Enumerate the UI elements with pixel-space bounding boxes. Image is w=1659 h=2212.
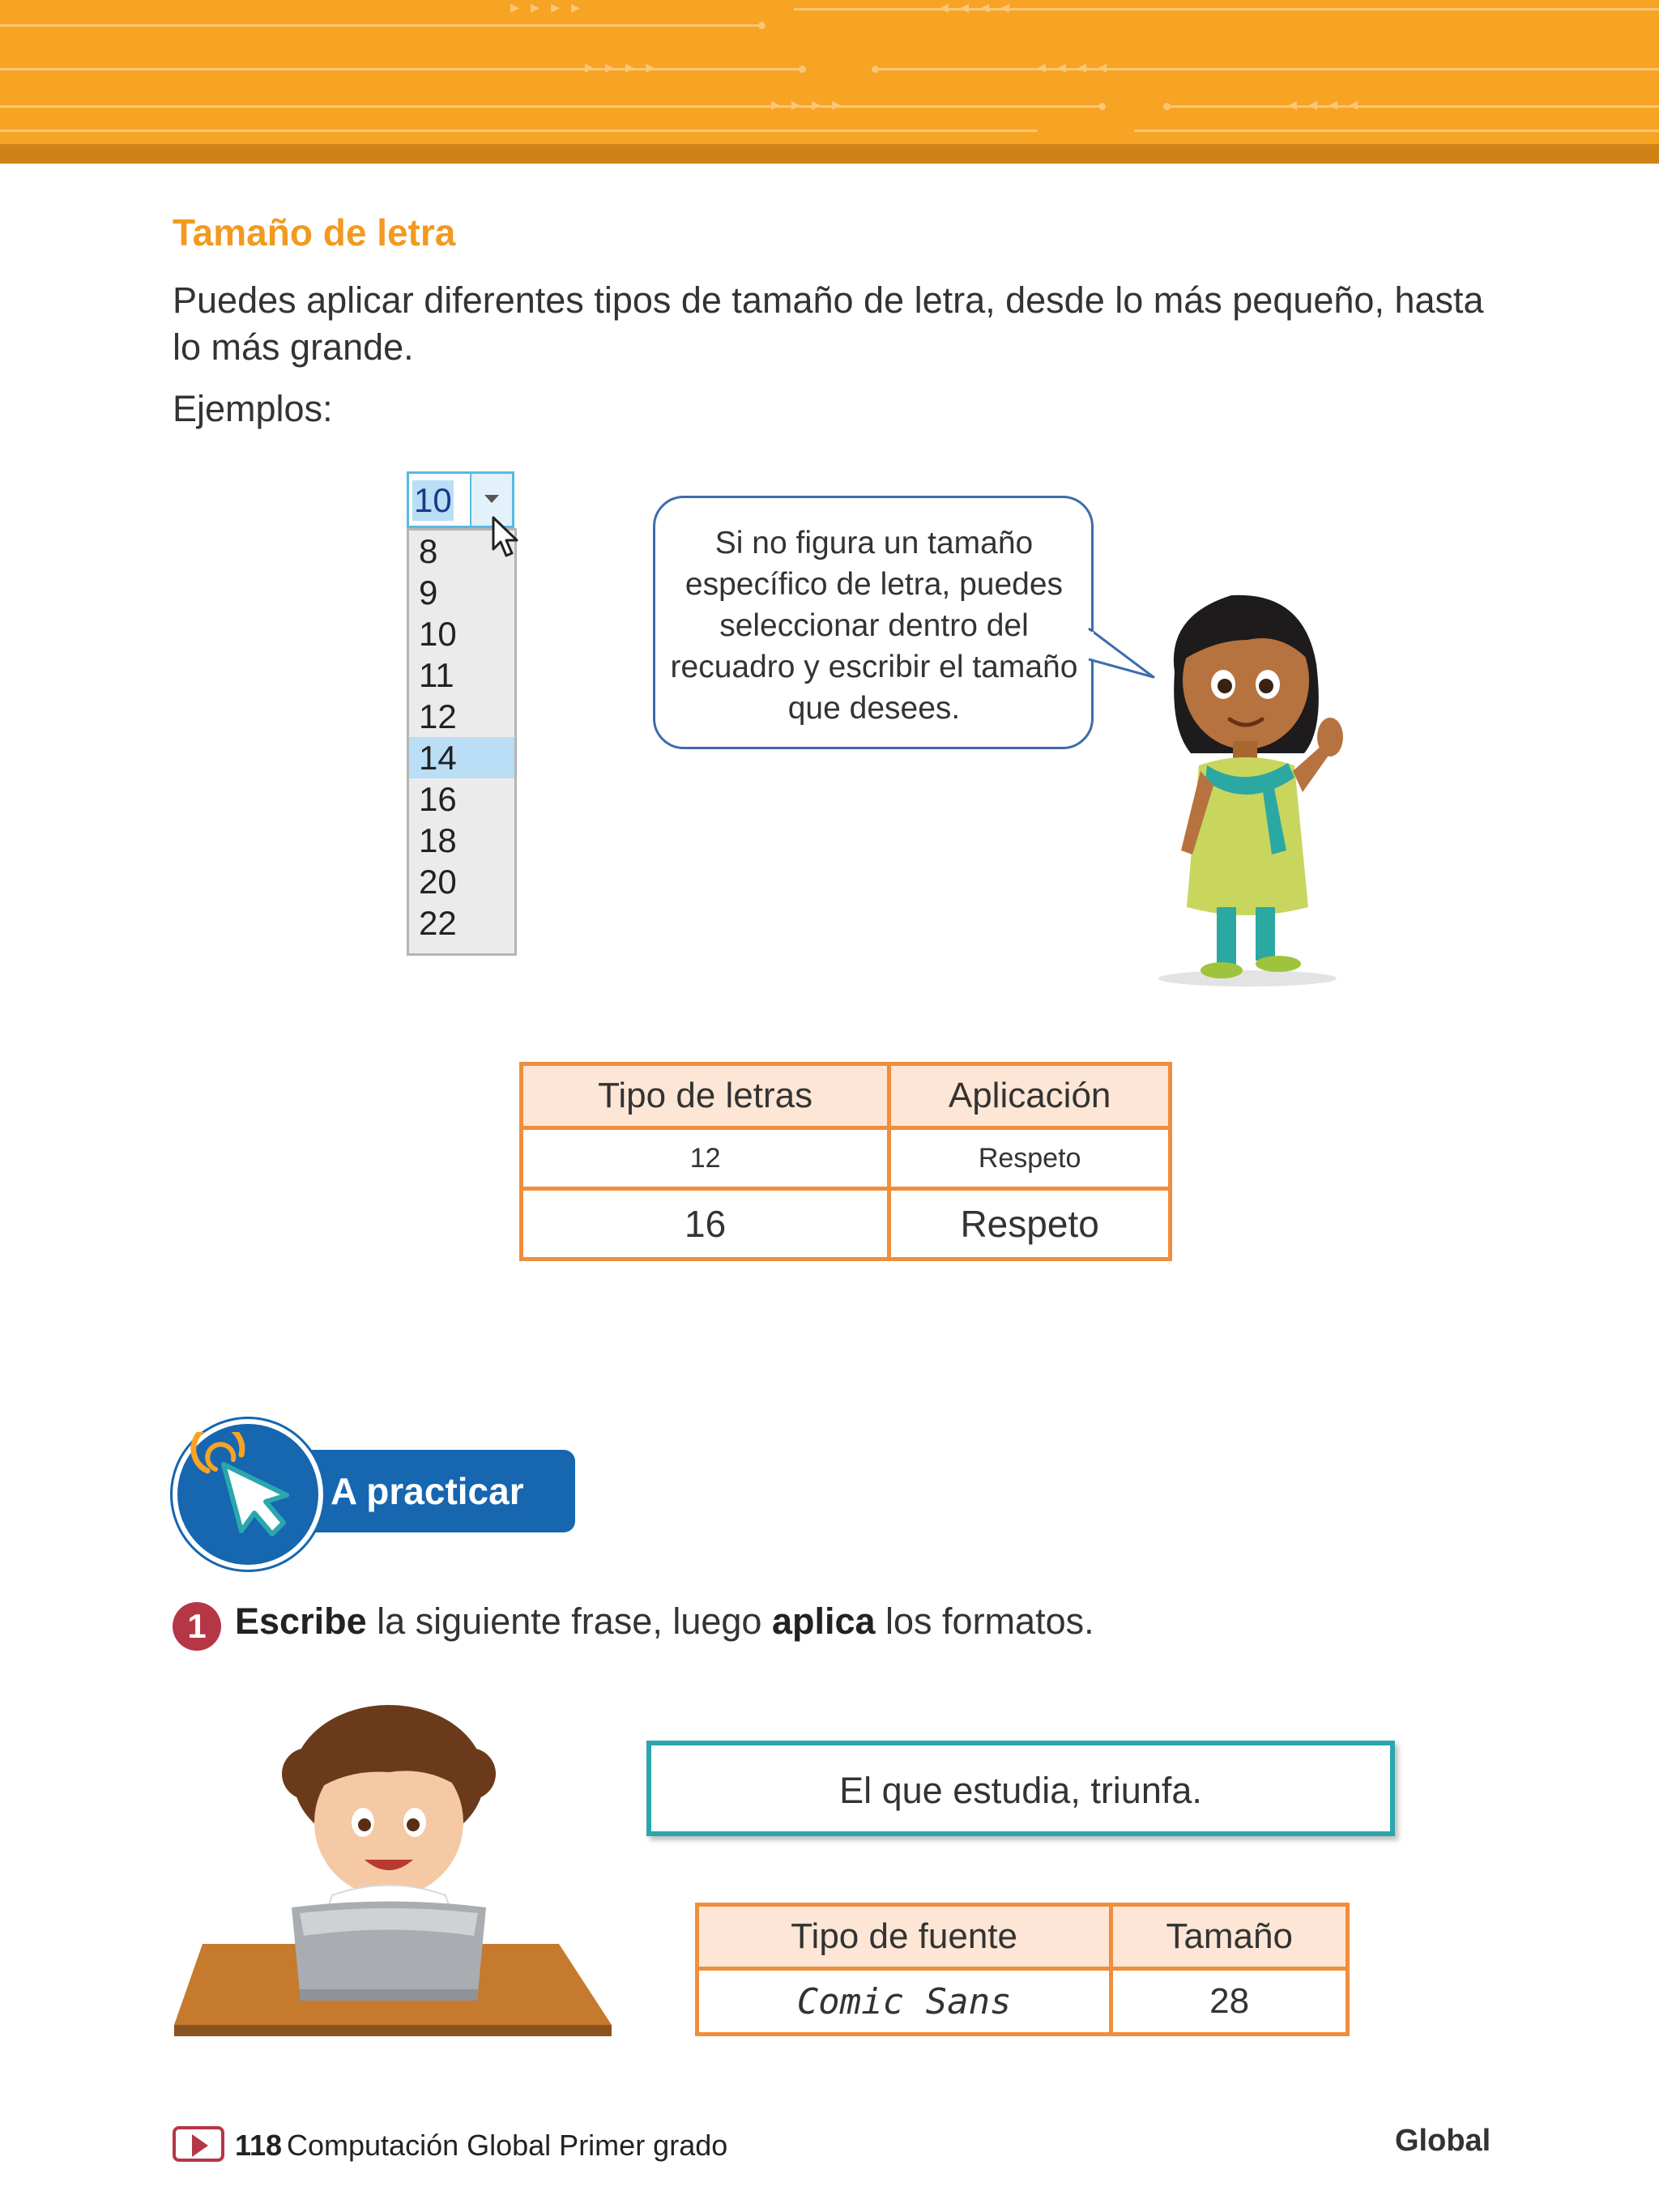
table-cell: 12 bbox=[522, 1128, 889, 1189]
header-line bbox=[794, 8, 1659, 11]
examples-label: Ejemplos: bbox=[173, 388, 333, 429]
brand-name: Global bbox=[1395, 2124, 1491, 2158]
girl-waving-illustration bbox=[1142, 583, 1353, 988]
practice-badge bbox=[284, 1450, 575, 1532]
format-table bbox=[695, 1903, 1350, 2036]
header-dot bbox=[799, 66, 806, 73]
table-cell: Respeto bbox=[889, 1128, 1171, 1189]
header-dot bbox=[872, 66, 879, 73]
book-title: Computación Global Primer grado bbox=[287, 2129, 728, 2162]
intro-paragraph: Puedes aplicar diferentes tipos de tamaño de letra, desde lo más pequeño, hasta lo más grande. bbox=[173, 279, 1484, 368]
header-line bbox=[0, 24, 761, 27]
header-line bbox=[1134, 130, 1659, 132]
exercise-instruction bbox=[235, 1600, 1094, 1643]
dropdown-option[interactable]: 22 bbox=[419, 904, 457, 942]
table-row bbox=[522, 1128, 1171, 1189]
dropdown-option[interactable]: 18 bbox=[419, 821, 457, 859]
dropdown-option[interactable]: 20 bbox=[419, 863, 457, 901]
table-cell: Respeto bbox=[889, 1189, 1171, 1259]
exercise-number-badge: 1 bbox=[173, 1602, 221, 1651]
page-number: 118 bbox=[235, 2129, 283, 2162]
dropdown-option[interactable]: 10 bbox=[419, 615, 457, 653]
header-dot bbox=[1098, 103, 1106, 110]
table-row bbox=[697, 1969, 1348, 2035]
font-size-selected-value: 10 bbox=[414, 481, 452, 519]
header-line bbox=[875, 68, 1659, 70]
header-arrows: ▸▸▸▸ bbox=[771, 94, 853, 114]
font-size-table bbox=[519, 1062, 1172, 1261]
instruction-verb-apply: aplica bbox=[771, 1600, 876, 1642]
header-band bbox=[0, 0, 1659, 144]
dropdown-option[interactable]: 9 bbox=[419, 573, 438, 612]
instruction-end: los formatos. bbox=[875, 1600, 1094, 1642]
dropdown-option[interactable]: 8 bbox=[419, 532, 438, 570]
boy-laptop-illustration bbox=[170, 1701, 624, 2041]
header-arrows: ◂◂◂◂ bbox=[940, 0, 1021, 17]
table-header: Aplicación bbox=[889, 1064, 1171, 1128]
instruction-verb-write: Escribe bbox=[235, 1600, 367, 1642]
header-line bbox=[0, 68, 802, 70]
header-line bbox=[1166, 105, 1659, 108]
table-header: Tamaño bbox=[1111, 1905, 1348, 1969]
font-size-options-list bbox=[407, 528, 517, 956]
table-cell: 16 bbox=[522, 1189, 889, 1259]
table-header: Tipo de fuente bbox=[697, 1905, 1111, 1969]
dropdown-option-highlighted[interactable]: 14 bbox=[409, 737, 514, 778]
header-dot bbox=[1163, 103, 1171, 110]
header-arrows: ◂◂◂◂ bbox=[1037, 57, 1119, 77]
header-stripe bbox=[0, 144, 1659, 164]
header-arrows: ◂◂◂◂ bbox=[1288, 94, 1370, 114]
table-header: Tipo de letras bbox=[522, 1064, 889, 1128]
table-cell: Comic Sans bbox=[697, 1969, 1111, 2035]
practice-badge-label: A practicar bbox=[331, 1470, 524, 1512]
header-arrows: ▸▸▸▸ bbox=[585, 57, 667, 77]
dropdown-option[interactable]: 16 bbox=[419, 780, 457, 818]
header-dot bbox=[758, 22, 766, 29]
phrase-text: El que estudia, triunfa. bbox=[839, 1770, 1202, 1811]
table-row bbox=[522, 1189, 1171, 1259]
header-line bbox=[0, 105, 1102, 108]
chevron-down-icon bbox=[484, 495, 499, 503]
dropdown-option[interactable]: 12 bbox=[419, 697, 457, 735]
play-icon bbox=[173, 2126, 224, 2162]
phrase-box bbox=[646, 1741, 1395, 1836]
dropdown-option[interactable]: 11 bbox=[419, 656, 454, 694]
header-line bbox=[0, 130, 1037, 132]
click-pointer-icon bbox=[183, 1432, 305, 1554]
speech-bubble-text: Si no figura un tamaño específico de letra, puedes seleccionar dentro del recuadro y escribir el tamaño que desees. bbox=[670, 526, 1078, 726]
speech-bubble bbox=[653, 496, 1094, 749]
mouse-pointer-icon bbox=[491, 515, 523, 560]
section-title: Tamaño de letra bbox=[173, 211, 456, 254]
instruction-middle: la siguiente frase, luego bbox=[366, 1600, 772, 1642]
header-arrows: ▸▸▸▸ bbox=[510, 0, 592, 17]
play-triangle bbox=[192, 2134, 208, 2157]
table-cell: 28 bbox=[1111, 1969, 1348, 2035]
